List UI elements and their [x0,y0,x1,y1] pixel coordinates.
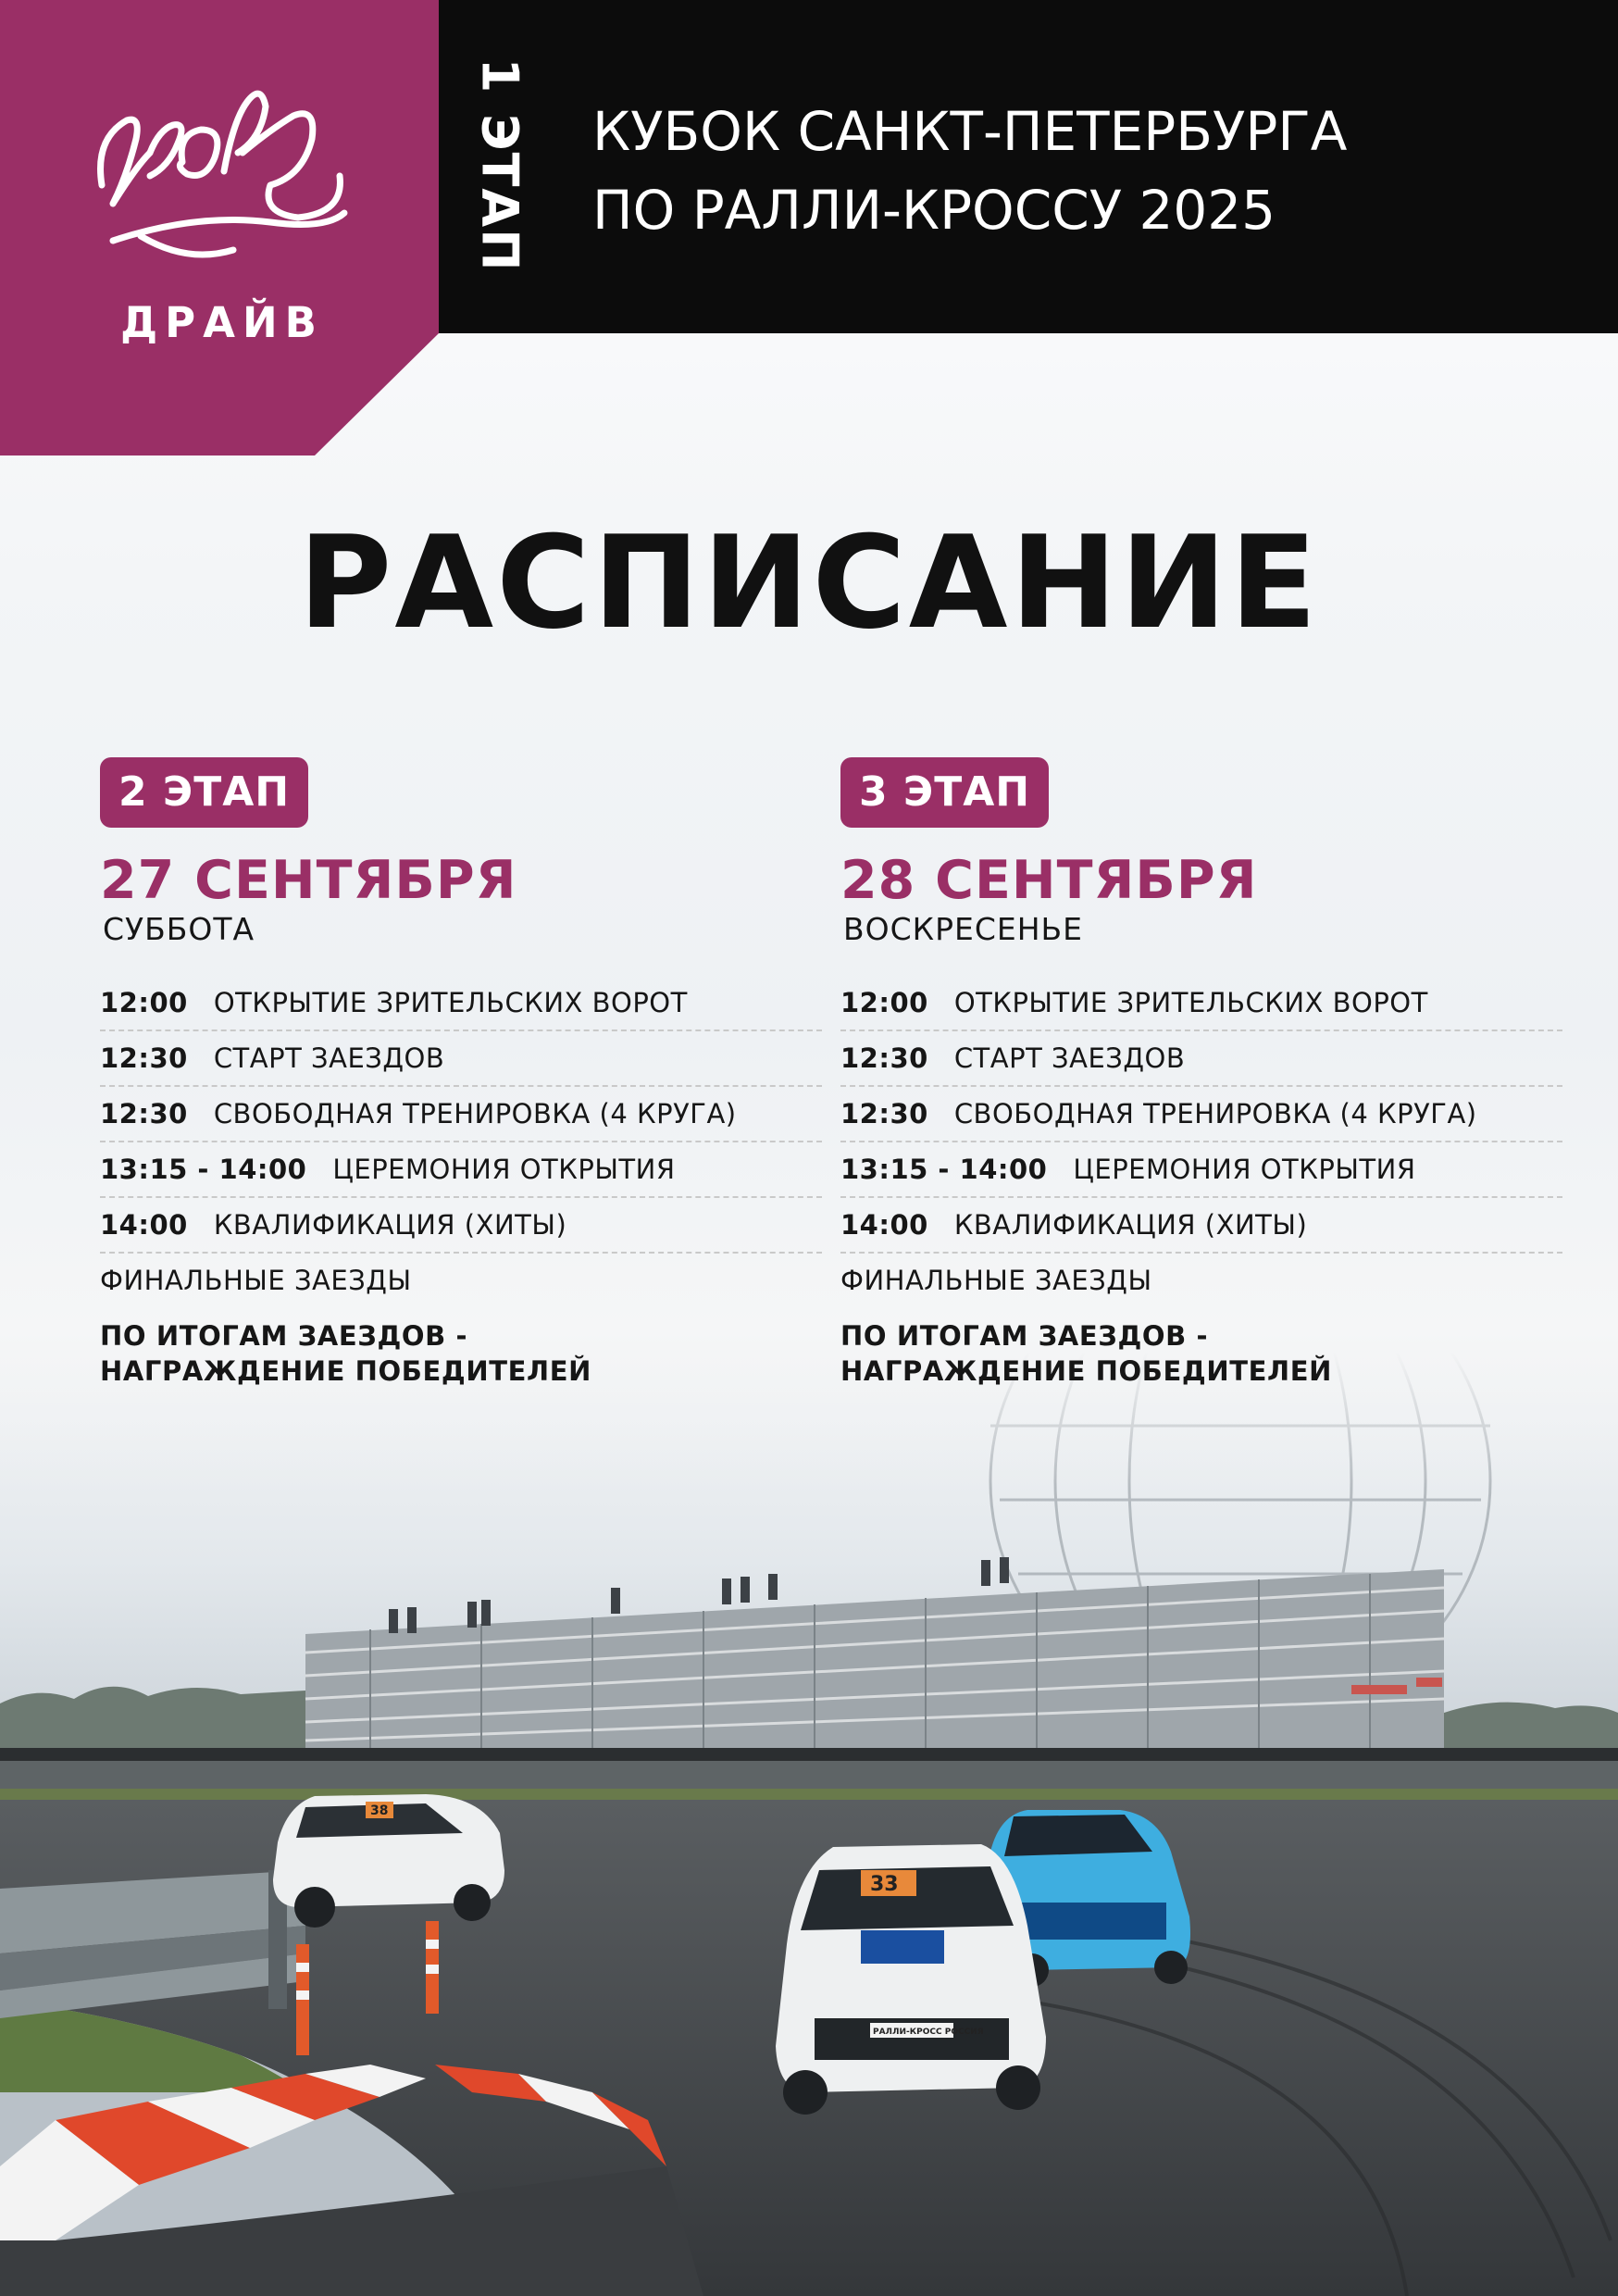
row-event: КВАЛИФИКАЦИЯ (ХИТЫ) [213,1209,567,1241]
header-title-line-1: КУБОК САНКТ-ПЕТЕРБУРГА [592,100,1348,163]
row-time: 12:00 [100,987,188,1018]
stage-badge: 2 ЭТАП [100,757,308,828]
day-date: 28 СЕНТЯБРЯ [840,850,1258,911]
row-event: ФИНАЛЬНЫЕ ЗАЕЗДЫ [100,1265,412,1296]
schedule-row [840,1254,1562,1307]
schedule-row [100,1087,822,1142]
final-note-line-2: НАГРАЖДЕНИЕ ПОБЕДИТЕЛЕЙ [840,1355,1332,1387]
final-note [100,1318,822,1389]
row-event: КВАЛИФИКАЦИЯ (ХИТЫ) [953,1209,1308,1241]
row-time: 12:30 [100,1098,188,1129]
row-event: СВОБОДНАЯ ТРЕНИРОВКА (4 КРУГА) [213,1098,737,1129]
final-note-line-2: НАГРАЖДЕНИЕ ПОБЕДИТЕЛЕЙ [100,1355,591,1387]
row-time: 12:30 [840,1098,928,1129]
schedule-row [100,976,822,1031]
race-track-photo [0,1352,1618,2296]
schedule-day-2 [840,757,1562,1389]
header-title [592,93,1574,250]
day-weekday: ВОСКРЕСЕНЬЕ [843,911,1084,947]
stage-vertical-label [461,54,539,276]
schedule-row [840,1031,1562,1087]
schedule-row [100,1031,822,1087]
page-title: РАСПИСАНИЕ [298,508,1320,657]
day-weekday: СУББОТА [103,911,255,947]
header-title-line-2: ПО РАЛЛИ-КРОССУ 2025 [592,179,1276,242]
logo-word: ДРАЙВ [120,298,324,347]
row-time: 12:30 [100,1042,188,1074]
igora-script-logo [85,65,363,278]
row-event: ОТКРЫТИЕ ЗРИТЕЛЬСКИХ ВОРОТ [953,987,1428,1018]
car-plate: РАЛЛИ-КРОСС РОССИЯ [873,2028,984,2037]
row-time: 13:15 - 14:00 [840,1154,1048,1185]
schedule-list [840,976,1562,1307]
day-date: 27 СЕНТЯБРЯ [100,850,517,911]
car-number-33: 33 [870,1873,899,1896]
row-time: 14:00 [100,1209,188,1241]
row-event: ФИНАЛЬНЫЕ ЗАЕЗДЫ [840,1265,1152,1296]
schedule-row [840,1198,1562,1254]
row-event: ЦЕРЕМОНИЯ ОТКРЫТИЯ [332,1154,676,1185]
schedule-row [100,1198,822,1254]
row-event: СТАРТ ЗАЕЗДОВ [213,1042,445,1074]
schedule-row [100,1142,822,1198]
car-number-38: 38 [370,1803,389,1818]
final-note-line-1: ПО ИТОГАМ ЗАЕЗДОВ - [100,1320,468,1352]
row-time: 14:00 [840,1209,928,1241]
final-note [840,1318,1562,1389]
schedule-list [100,976,822,1307]
row-event: ЦЕРЕМОНИЯ ОТКРЫТИЯ [1073,1154,1416,1185]
schedule-row [100,1254,822,1307]
schedule-day-1 [100,757,822,1389]
row-time: 13:15 - 14:00 [100,1154,307,1185]
schedule-row [840,1087,1562,1142]
row-time: 12:30 [840,1042,928,1074]
schedule-row [840,1142,1562,1198]
row-event: СТАРТ ЗАЕЗДОВ [953,1042,1186,1074]
stage-badge: 3 ЭТАП [840,757,1049,828]
car-33-white [776,1844,1046,2115]
row-event: ОТКРЫТИЕ ЗРИТЕЛЬСКИХ ВОРОТ [213,987,688,1018]
row-event: СВОБОДНАЯ ТРЕНИРОВКА (4 КРУГА) [953,1098,1477,1129]
row-time: 12:00 [840,987,928,1018]
stage-vertical-text: 1 ЭТАП [470,57,529,272]
schedule-row [840,976,1562,1031]
final-note-line-1: ПО ИТОГАМ ЗАЕЗДОВ - [840,1320,1209,1352]
